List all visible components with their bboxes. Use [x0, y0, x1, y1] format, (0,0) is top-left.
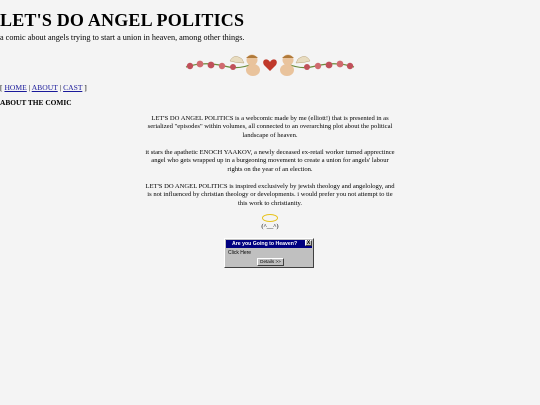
mascot-face: (^__^) — [261, 223, 279, 230]
nav-bracket-close: ] — [82, 83, 87, 92]
heart-icon — [263, 59, 277, 71]
nav-separator: | — [57, 83, 64, 92]
angel-banner-image — [184, 51, 356, 77]
popup-title-bar — [226, 240, 312, 248]
popup-title: Are you Going to Heaven? — [232, 241, 298, 247]
nav-bracket-open: [ — [0, 83, 3, 92]
nav-separator: | — [26, 83, 32, 92]
halo-icon — [262, 214, 278, 222]
about-paragraph-protagonist: it stars the apathetic ENOCH YAAKOV, a newly deceased ex-retail worker turned apprectince angel who gets wrapped up in a burgeoning movement to create a union for angels' labour rights on the year of an election. — [145, 149, 395, 173]
site-title: LET'S DO ANGEL POLITICS — [0, 10, 245, 30]
popup-body-text[interactable]: Click Here — [228, 250, 252, 256]
nav-link-about[interactable]: ABOUT — [31, 83, 58, 92]
heaven-popup-window[interactable] — [224, 238, 314, 268]
popup-details-button[interactable]: Details >> — [257, 258, 284, 266]
main-nav — [0, 83, 540, 92]
nav-link-cast[interactable]: CAST — [63, 83, 83, 92]
about-heading: ABOUT THE COMIC — [0, 98, 72, 107]
about-paragraph-intro: LET'S DO ANGEL POLITICS is a webcomic made by me (elliott!) that is presented in as serialized "episodes" within volumes, all connected to an overarching plot about the political landscape of heaven. — [147, 115, 393, 139]
popup-close-button[interactable]: X — [306, 240, 311, 246]
site-tagline: a comic about angels trying to start a union in heaven, among other things. — [0, 33, 245, 42]
about-paragraph-inspiration: LET'S DO ANGEL POLITICS is inspired exclusively by jewish theology and angelology, and is not influenced by christian theology or developments. i would prefer you not attempt to tie this work to christianity. — [145, 183, 395, 207]
nav-link-home[interactable]: HOME — [4, 83, 27, 92]
